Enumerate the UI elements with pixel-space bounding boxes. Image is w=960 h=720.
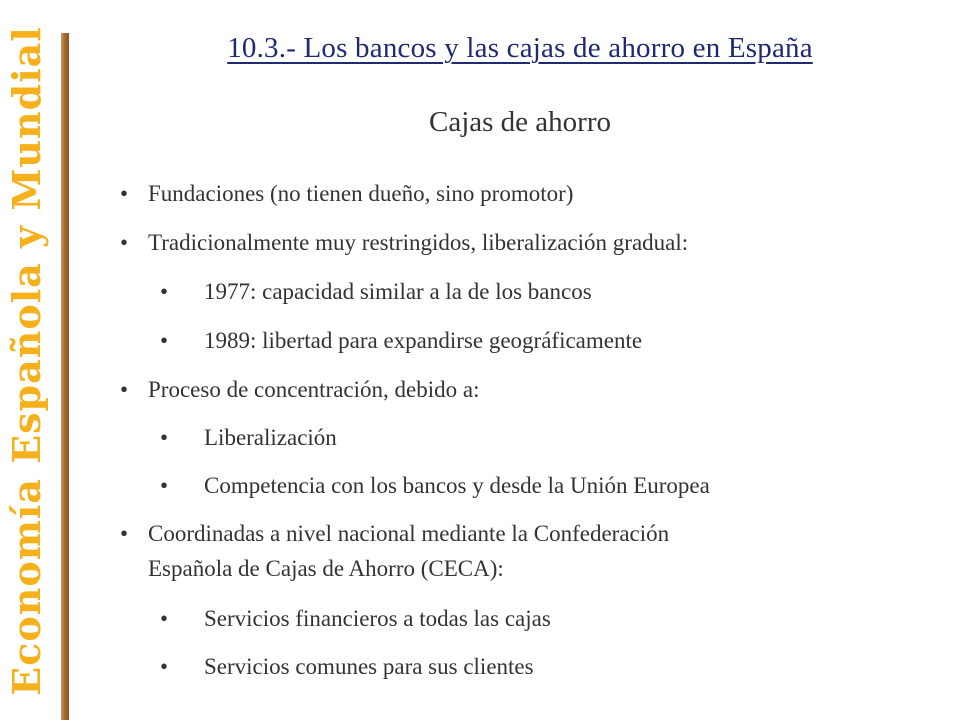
list-item	[160, 422, 337, 454]
list-item	[120, 518, 670, 550]
list-item-text: Competencia con los bancos y desde la Unión Europea	[204, 473, 710, 498]
bullet-dot: •	[160, 328, 169, 353]
list-item	[160, 470, 710, 502]
list-item	[160, 276, 592, 308]
list-item	[120, 178, 574, 210]
bullet-dot: •	[120, 181, 129, 206]
list-item-text: 1989: libertad para expandirse geográficamente	[204, 328, 643, 353]
vertical-course-title: Economía Española y Mundial	[4, 26, 49, 696]
list-item-text: Fundaciones (no tienen dueño, sino promotor)	[148, 181, 574, 206]
slide-subtitle: Cajas de ahorro	[429, 106, 611, 138]
bullet-dot: •	[120, 230, 129, 255]
bullet-dot: •	[120, 521, 129, 546]
list-item-continuation	[148, 553, 504, 585]
bullet-dot: •	[160, 425, 169, 450]
bullet-dot: •	[160, 654, 169, 679]
list-item	[120, 227, 689, 259]
list-item-text: Española de Cajas de Ahorro (CECA):	[148, 556, 504, 581]
list-item-text: Servicios comunes para sus clientes	[204, 654, 534, 679]
list-item-text: Proceso de concentración, debido a:	[148, 377, 480, 402]
list-item-text: Tradicionalmente muy restringidos, liberalización gradual:	[148, 230, 689, 255]
bullet-dot: •	[120, 377, 129, 402]
list-item-text: 1977: capacidad similar a la de los bancos	[204, 279, 592, 304]
section-title: 10.3.- Los bancos y las cajas de ahorro en España	[227, 32, 813, 64]
list-item-text: Liberalización	[204, 425, 337, 450]
bullet-dot: •	[160, 279, 169, 304]
bullet-dot: •	[160, 606, 169, 631]
bullet-dot: •	[160, 473, 169, 498]
list-item-text: Servicios financieros a todas las cajas	[204, 606, 551, 631]
list-item	[160, 603, 551, 635]
list-item	[160, 325, 643, 357]
list-item	[120, 374, 480, 406]
list-item-text: Coordinadas a nivel nacional mediante la Confederación	[148, 521, 670, 546]
list-item	[160, 651, 534, 683]
